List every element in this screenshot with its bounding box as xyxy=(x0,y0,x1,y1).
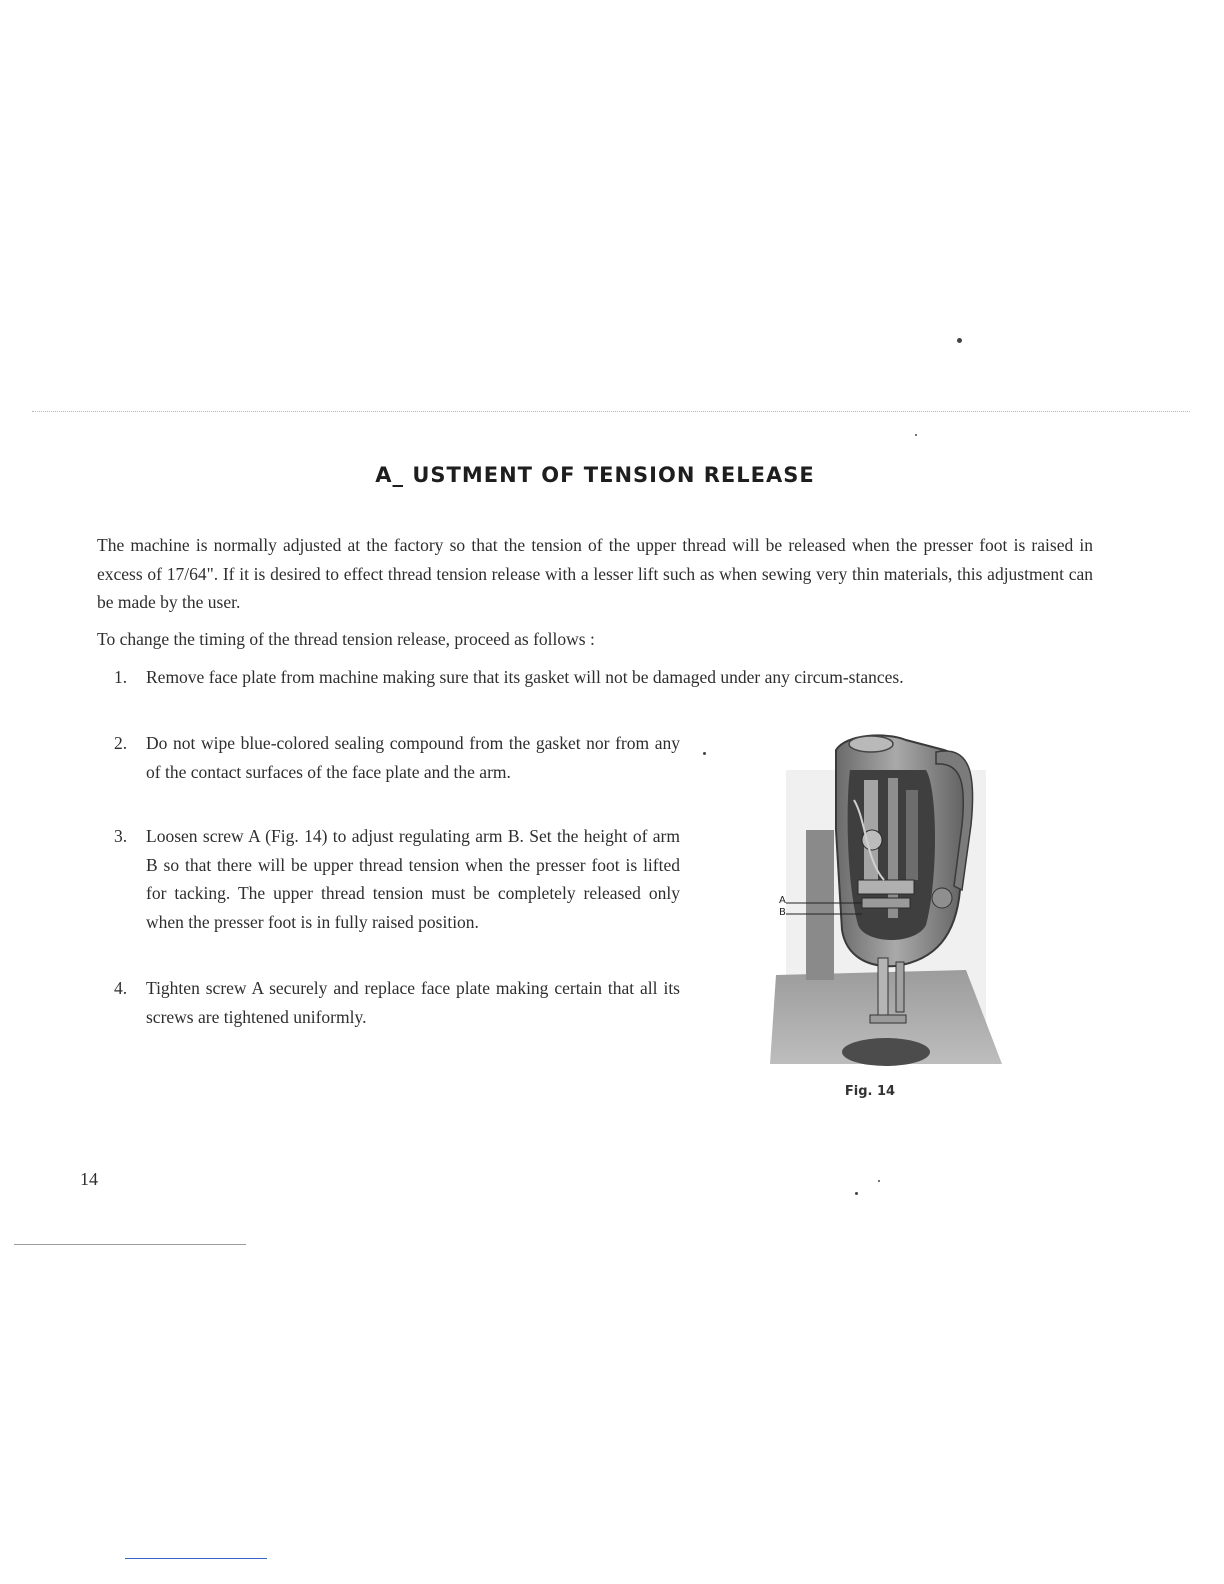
step-text: Loosen screw A (Fig. 14) to adjust regulating arm B. Set the height of arm B so that there will be upper thread tension when the presser foot is lifted for tacking. The upper thread tension must be completely released only when the presser foot is in fully raised position. xyxy=(146,826,680,932)
sewing-machine-photo xyxy=(766,730,1004,1066)
page-number: 14 xyxy=(80,1169,98,1189)
figure-caption: Fig. 14 xyxy=(844,1084,896,1099)
label-a: A xyxy=(779,895,786,906)
ink-speck xyxy=(878,1180,880,1182)
step-text: Tighten screw A securely and replace face plate making certain that all its screws are tightened uniformly. xyxy=(146,978,680,1027)
intro-paragraph: The machine is normally adjusted at the factory so that the tension of the upper thread will be released when the presser foot is raised in excess of 17/64". If it is desired to effect thread tension release with a lesser lift such as when sewing very thin materials, this adjustment can be made by the user. xyxy=(97,535,1093,612)
ink-speck xyxy=(855,1192,858,1195)
ink-speck xyxy=(915,434,917,436)
step-number: 2. xyxy=(114,733,128,753)
ink-speck xyxy=(957,338,962,343)
footer-link-underline xyxy=(125,1558,267,1559)
ink-speck xyxy=(703,752,706,755)
step-number: 1. xyxy=(114,667,128,687)
label-b: B xyxy=(779,907,786,918)
procedure-intro: To change the timing of the thread tension release, proceed as follows : xyxy=(97,629,595,649)
bottom-divider xyxy=(14,1244,246,1245)
page-title: A_ USTMENT OF TENSION RELEASE xyxy=(375,463,815,487)
step-text: Do not wipe blue-colored sealing compound from the gasket nor from any of the contact surfaces of the face plate and the arm. xyxy=(146,733,680,782)
step-number: 4. xyxy=(114,978,128,998)
step-number: 3. xyxy=(114,826,128,846)
top-divider xyxy=(32,411,1190,412)
sewing-machine-illustration xyxy=(766,730,1004,1066)
step-text: Remove face plate from machine making sure that its gasket will not be damaged under any circum-stances. xyxy=(146,667,904,687)
